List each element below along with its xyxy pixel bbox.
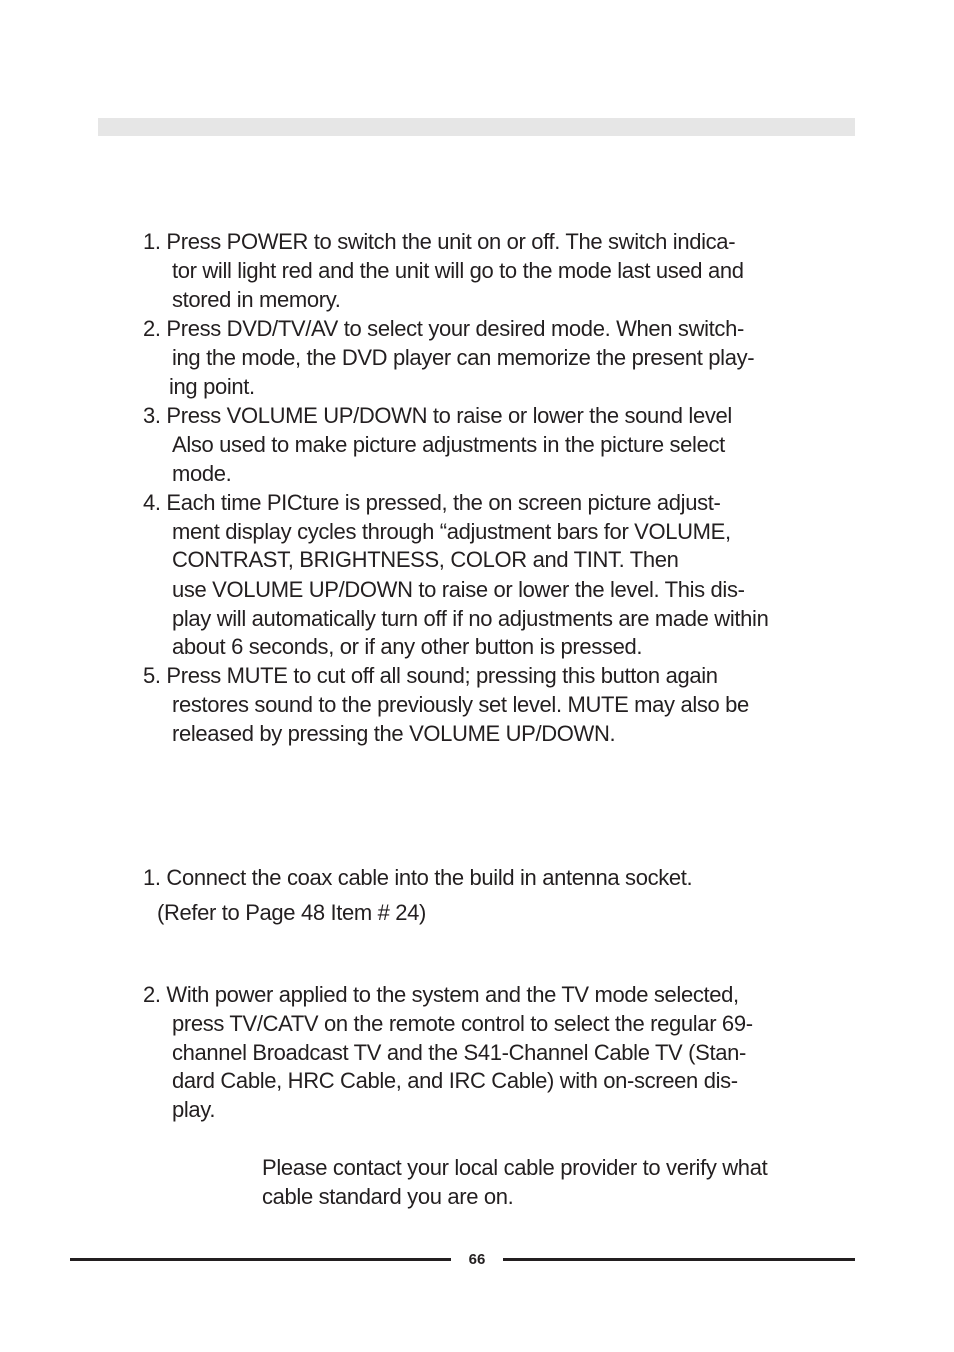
footer-rule-right (503, 1258, 855, 1261)
text-line: ment display cycles through “adjustment bars for VOLUME, (172, 519, 731, 544)
text-line: play. (172, 1097, 216, 1122)
text-line: tor will light red and the unit will go to the mode last used and (172, 258, 744, 283)
text-line: channel Broadcast TV and the S41-Channel Cable TV (Stan- (172, 1040, 746, 1065)
text-line: press TV/CATV on the remote control to select the regular 69- (172, 1011, 753, 1036)
text-line: restores sound to the previously set level. MUTE may also be (172, 692, 749, 717)
page-number: 66 (468, 1251, 486, 1268)
text-line: ing the mode, the DVD player can memorize the present play- (172, 345, 755, 370)
text-line: released by pressing the VOLUME UP/DOWN. (172, 721, 616, 746)
text-line: mode. (172, 461, 232, 486)
text-line: 4. Each time PICture is pressed, the on screen picture adjust- (143, 490, 721, 515)
text-line: 2. With power applied to the system and the TV mode selected, (143, 982, 739, 1007)
text-line: use VOLUME UP/DOWN to raise or lower the level. This dis- (172, 577, 745, 602)
text-line: CONTRAST, BRIGHTNESS, COLOR and TINT. Then (172, 547, 679, 572)
text-line: 3. Press VOLUME UP/DOWN to raise or lower the sound level (143, 403, 732, 428)
footer-rule-left (70, 1258, 451, 1261)
text-line: 5. Press MUTE to cut off all sound; pressing this button again (143, 663, 718, 688)
text-line: stored in memory. (172, 287, 341, 312)
text-line: 1. Connect the coax cable into the build in antenna socket. (143, 865, 693, 890)
note-line: Please contact your local cable provider to verify what (262, 1155, 768, 1180)
text-line: Also used to make picture adjustments in the picture select (172, 432, 725, 457)
text-line: (Refer to Page 48 Item # 24) (157, 900, 427, 925)
text-line: dard Cable, HRC Cable, and IRC Cable) with on-screen dis- (172, 1068, 738, 1093)
text-line: about 6 seconds, or if any other button is pressed. (172, 634, 643, 659)
text-line: ing point. (169, 374, 255, 399)
header-bar (98, 118, 855, 136)
text-line: play will automatically turn off if no adjustments are made within (172, 606, 769, 631)
text-line: 2. Press DVD/TV/AV to select your desired mode. When switch- (143, 316, 744, 341)
note-line: cable standard you are on. (262, 1184, 514, 1209)
text-line: 1. Press POWER to switch the unit on or off. The switch indica- (143, 229, 736, 254)
